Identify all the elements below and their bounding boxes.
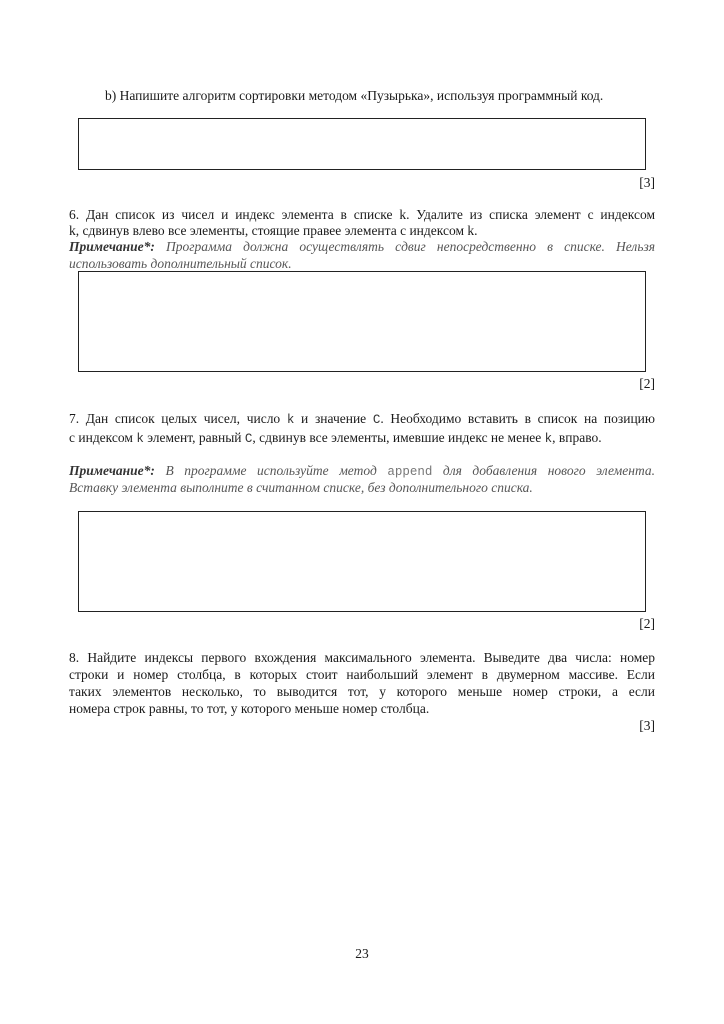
page-number: 23 [355,946,369,961]
task6-line1: 6. Дан список из чисел и индекс элемента в списке k. Удалите из списка элемент с индексом [69,207,655,222]
task8-line1: 8. Найдите индексы первого вхождения максимального элемента. Выведите два числа: номер [69,650,655,665]
task6-note-text: Программа должна осуществлять сдвиг непосредственно в списке. Нельзя [166,239,656,254]
task7-l2-c: C [244,432,253,446]
task7-l2-b: элемент, равный [143,430,245,445]
task7-note-method: append [387,465,433,479]
task8-line4: номера строк равны, то тот, у которого меньше номер столбца. [69,701,430,716]
task7-l1-b: и значение [294,411,373,426]
task8-marks: [3] [639,718,655,733]
task7-l2-a: с индексом [69,430,137,445]
task6-marks: [2] [639,376,655,391]
task7-l2-k: k [136,432,144,446]
task5b-answer-box[interactable] [78,118,646,170]
task5b-text: b) Напишите алгоритм сортировки методом «Пузырька», используя программный код. [105,88,604,103]
task7-answer-box[interactable] [78,511,646,612]
task6-note-line1 [69,238,655,255]
task7-l2-k2: k [544,432,553,446]
task5b-marks: [3] [639,175,655,190]
task8-line2: строки и номер столбца, в которых стоит наибольший элемент в двумерном массиве. Если [69,667,655,682]
task8-line3: таких элементов несколько, то выводится тот, у которого меньше номер строки, а если [69,684,655,699]
task7-l1-a: 7. Дан список целых чисел, число [69,411,287,426]
task6-line2: k, сдвинув влево все элементы, стоящие правее элемента с индексом k. [69,223,478,238]
task7-l1-c: C [372,413,381,427]
task7-line1 [69,410,655,429]
task7-line2 [69,429,602,448]
task7-note-line2: Вставку элемента выполните в считанном списке, без дополнительного списка. [69,480,533,495]
task7-l1-d: . Необходимо вставить в список на позицию [380,411,655,426]
task7-note-b: для добавления нового элемента. [432,463,656,478]
task6-answer-box[interactable] [78,271,646,372]
task7-note-label: Примечание*: [69,463,155,478]
task6-note-label: Примечание*: [69,239,155,254]
task7-l1-k: k [286,413,295,427]
task6-note-line2: использовать дополнительный список. [69,256,292,271]
task7-l2-d: , сдвинув все элементы, имевшие индекс не менее [252,430,545,445]
task7-l2-e: , вправо. [552,430,602,445]
task7-note-a: В программе используйте метод [165,463,388,478]
task7-marks: [2] [639,616,655,631]
